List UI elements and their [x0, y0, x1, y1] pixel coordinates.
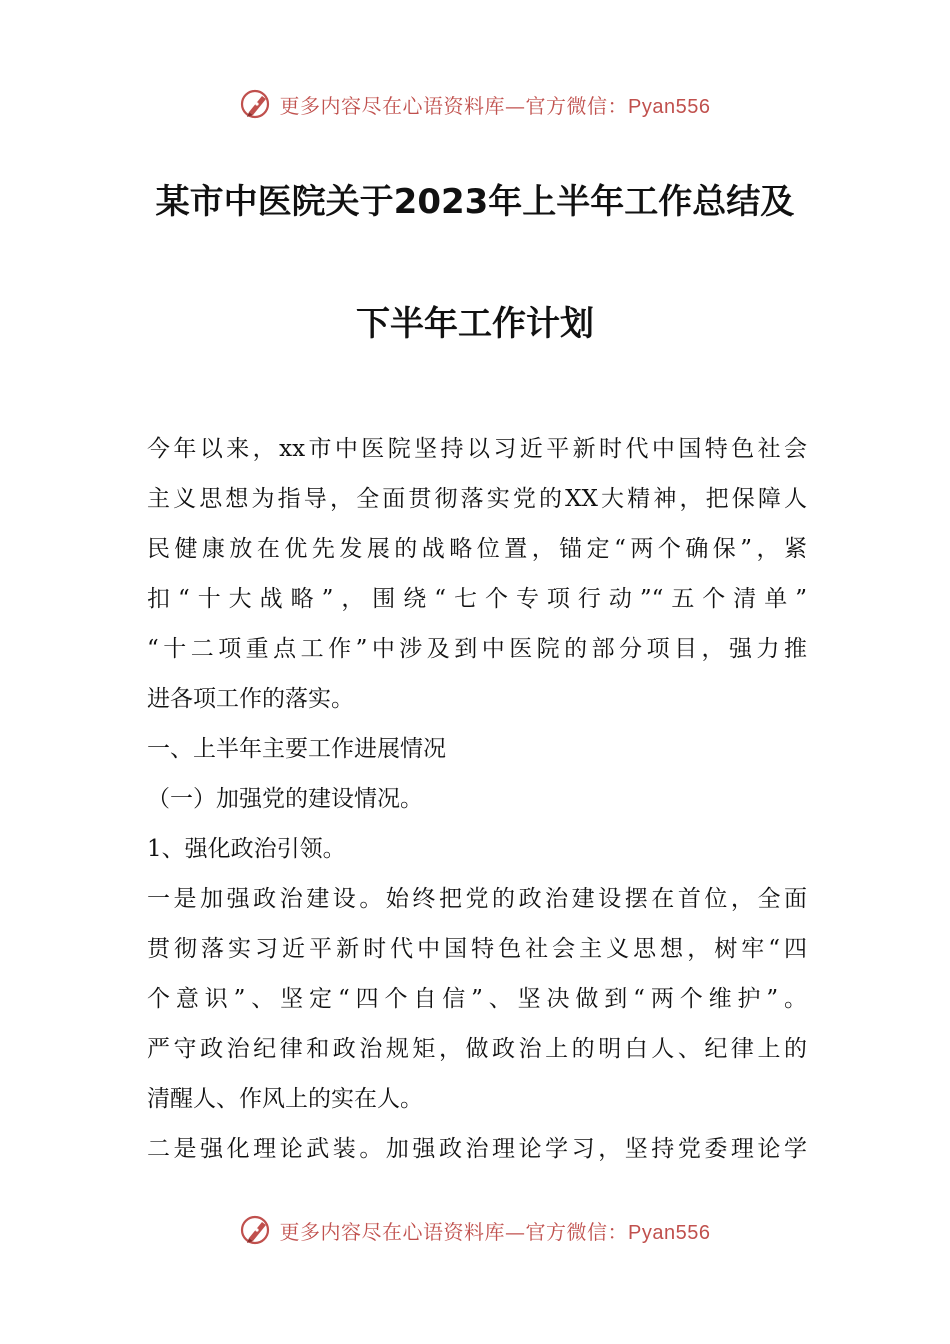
pen-nib-circle-icon — [240, 87, 274, 121]
watermark-banner-top — [0, 84, 950, 124]
watermark-handle: Pyan556 — [628, 1221, 711, 1244]
document-title-line-2: 下半年工作计划 — [356, 304, 594, 344]
watermark-handle: Pyan556 — [628, 95, 711, 118]
watermark-text: 更多内容尽在心语资料库—官方微信：Pyan556 — [279, 1219, 711, 1244]
watermark-banner-bottom — [0, 1210, 950, 1250]
subsection-heading: （一）加强党的建设情况。 — [147, 786, 423, 812]
pen-nib-circle-icon — [240, 1213, 274, 1247]
body-line: 一是加强政治建设。始终把党的政治建设摆在首位，全面 — [147, 886, 807, 912]
body-line: 主义思想为指导，全面贯彻落实党的XX大精神，把保障人 — [147, 486, 807, 512]
document-body — [147, 424, 807, 1174]
body-line: 清醒人、作风上的实在人。 — [147, 1086, 423, 1112]
document-title-line-1: 某市中医院关于2023年上半年工作总结及 — [155, 182, 795, 222]
item-heading: 1、强化政治引领。 — [147, 836, 346, 862]
body-line: 个意识”、坚定“四个自信”、坚决做到“两个维护”。 — [147, 986, 807, 1012]
body-line: “十二项重点工作”中涉及到中医院的部分项目，强力推 — [147, 636, 807, 662]
section-heading: 一、上半年主要工作进展情况 — [147, 736, 446, 762]
body-line: 进各项工作的落实。 — [147, 686, 354, 712]
body-line: 二是强化理论武装。加强政治理论学习，坚持党委理论学 — [147, 1136, 807, 1162]
body-line: 今年以来，xx市中医院坚持以习近平新时代中国特色社会 — [147, 436, 807, 462]
body-line: 扣“十大战略”，围绕“七个专项行动”“五个清单” — [147, 586, 807, 612]
body-line: 贯彻落实习近平新时代中国特色社会主义思想，树牢“四 — [147, 936, 807, 962]
watermark-text: 更多内容尽在心语资料库—官方微信：Pyan556 — [279, 93, 711, 118]
body-line: 民健康放在优先发展的战略位置，锚定“两个确保”，紧 — [147, 536, 807, 562]
body-line: 严守政治纪律和政治规矩，做政治上的明白人、纪律上的 — [147, 1036, 807, 1062]
